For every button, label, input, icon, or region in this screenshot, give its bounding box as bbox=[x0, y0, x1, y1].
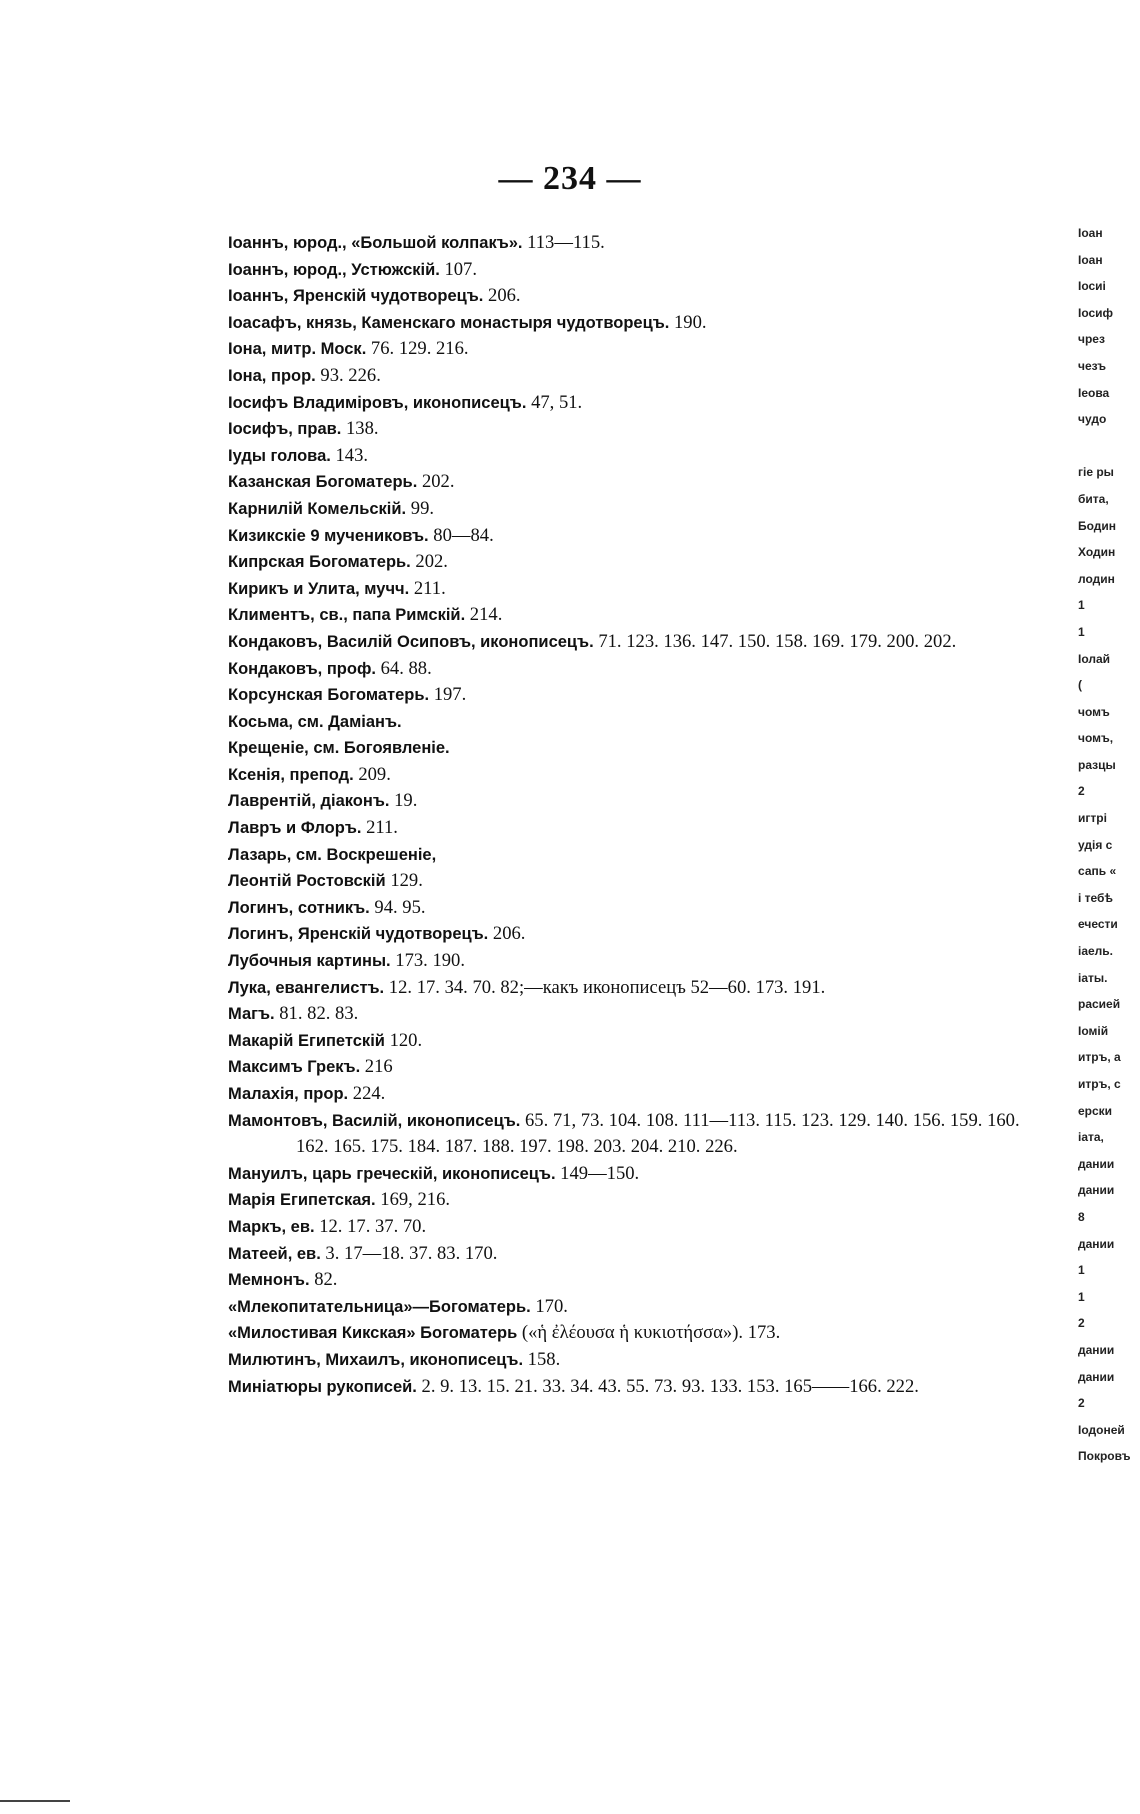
index-entry bbox=[228, 576, 1028, 603]
entry-page-refs: 138. bbox=[341, 418, 379, 440]
index-entry bbox=[228, 1241, 1028, 1268]
entry-page-refs: 206. bbox=[488, 923, 526, 945]
margin-fragment: Іосиі bbox=[1078, 279, 1106, 294]
margin-fragment: бита, bbox=[1078, 491, 1109, 506]
index-entry bbox=[228, 257, 1028, 284]
entry-page-refs: 120. bbox=[384, 1029, 423, 1051]
index-entry bbox=[228, 390, 1028, 417]
index-entry bbox=[228, 336, 1028, 363]
index-entry bbox=[228, 1161, 1028, 1188]
entry-page-refs: 202. bbox=[410, 551, 448, 573]
entry-page-refs: 71. 123. 136. 147. 150. 158. 169. 179. 200. 202. bbox=[593, 630, 957, 652]
entry-heading: Малахія, прор. bbox=[228, 1085, 349, 1103]
entry-page-refs: 107. bbox=[439, 258, 477, 280]
index-entry bbox=[228, 1267, 1028, 1294]
margin-fragment: дании bbox=[1078, 1156, 1115, 1171]
entry-page-refs: 211. bbox=[361, 817, 398, 839]
margin-fragment: і тебѣ bbox=[1078, 890, 1113, 905]
entry-heading: Іосифъ, прав. bbox=[228, 420, 342, 439]
entry-page-refs: 12. 17. 34. 70. 82;—какъ иконописецъ 52—60. 173. 191. bbox=[384, 976, 826, 998]
margin-fragment: Покровъ bbox=[1078, 1449, 1131, 1464]
index-entry bbox=[228, 815, 1028, 842]
entry-page-refs: 169, 216. bbox=[375, 1189, 451, 1211]
index-entry bbox=[228, 709, 1028, 736]
entry-page-refs: 76. 129. 216. bbox=[366, 338, 469, 360]
index-entry bbox=[228, 363, 1028, 390]
index-entry bbox=[228, 1081, 1028, 1108]
page-number: — 234 — bbox=[498, 160, 642, 197]
index-entry bbox=[228, 1294, 1028, 1321]
margin-fragment: Іоан bbox=[1078, 226, 1103, 240]
margin-fragment: Іомій bbox=[1078, 1023, 1109, 1038]
entry-heading: Лука, евангелистъ. bbox=[228, 978, 385, 997]
margin-fragment: чудо bbox=[1078, 412, 1107, 427]
entry-page-refs: 82. bbox=[309, 1269, 338, 1291]
entry-page-refs: 93. 226. bbox=[315, 364, 381, 386]
entry-page-refs: 216 bbox=[360, 1056, 393, 1078]
entry-heading: Максимъ Грекъ. bbox=[228, 1058, 361, 1077]
index-entry bbox=[228, 1028, 1028, 1055]
entry-page-refs: 80—84. bbox=[428, 524, 494, 546]
index-entry bbox=[228, 1108, 1028, 1161]
entry-page-refs: 190. bbox=[669, 311, 707, 333]
entry-page-refs: 149—150. bbox=[555, 1162, 640, 1184]
entry-page-refs: («ἡ ἐλέουσα ἡ κυκιοτήσσα»). 173. bbox=[517, 1322, 781, 1344]
index-entry bbox=[228, 1187, 1028, 1214]
entry-heading: Мамонтовъ, Василій, иконописецъ. bbox=[228, 1111, 521, 1130]
index-entry bbox=[228, 1374, 1028, 1401]
entry-page-refs: 158. bbox=[523, 1348, 561, 1370]
margin-fragment: Бодин bbox=[1078, 518, 1117, 533]
entry-heading: Милютинъ, Михаилъ, иконописецъ. bbox=[228, 1350, 524, 1369]
margin-fragment: Іолай bbox=[1078, 651, 1111, 666]
index-entry bbox=[228, 469, 1028, 496]
entry-page-refs: 12. 17. 37. 70. bbox=[314, 1215, 427, 1237]
entry-page-refs: 64. 88. bbox=[375, 657, 432, 679]
index-entry bbox=[228, 656, 1028, 683]
entry-heading: Макарій Египетскій bbox=[228, 1031, 385, 1050]
entry-page-refs: 224. bbox=[348, 1083, 386, 1104]
margin-fragment: гіе ры bbox=[1078, 465, 1114, 480]
margin-fragment: 1 bbox=[1078, 598, 1085, 613]
index-entry bbox=[228, 523, 1028, 550]
entry-page-refs: 129. bbox=[385, 870, 423, 892]
margin-fragment: игтрі bbox=[1078, 811, 1107, 826]
index-entry bbox=[228, 682, 1028, 709]
index-entry bbox=[228, 948, 1028, 975]
index-entry bbox=[228, 895, 1028, 922]
margin-fragment: удія с bbox=[1078, 837, 1113, 852]
entry-page-refs: 81. 82. 83. bbox=[274, 1003, 359, 1025]
entry-heading: Маркъ, ев. bbox=[228, 1217, 315, 1236]
index-entry bbox=[228, 1054, 1028, 1081]
margin-fragment: 2 bbox=[1078, 1396, 1085, 1411]
margin-fragment: сапь « bbox=[1078, 864, 1117, 879]
entry-heading: Матеей, ев. bbox=[228, 1244, 321, 1263]
index-entry bbox=[228, 762, 1028, 789]
entry-heading: Корсунская Богоматерь. bbox=[228, 686, 430, 705]
index-entry bbox=[228, 1001, 1028, 1028]
entry-heading: Мемнонъ. bbox=[228, 1271, 310, 1290]
index-entry bbox=[228, 629, 1028, 656]
index-entry bbox=[228, 230, 1028, 257]
entry-heading: Казанская Богоматерь. bbox=[228, 473, 418, 492]
entry-heading: Іоаннъ, юрод., Устюжскій. bbox=[228, 260, 440, 279]
margin-fragment: дании bbox=[1078, 1183, 1115, 1198]
margin-fragment: дании bbox=[1078, 1369, 1115, 1384]
entry-heading: Леонтій Ростовскій bbox=[228, 872, 386, 891]
margin-fragment: итръ, с bbox=[1078, 1077, 1121, 1091]
margin-fragment: расией bbox=[1078, 997, 1121, 1012]
margin-fragment: ечести bbox=[1078, 917, 1118, 932]
index-entry bbox=[228, 1320, 1028, 1347]
entry-page-refs: 47, 51. bbox=[526, 391, 583, 413]
entry-heading: Крещеніе, см. Богоявленіе. bbox=[228, 739, 450, 758]
index-entry bbox=[228, 283, 1028, 310]
entry-heading: Іоаннъ, Яренскій чудотворецъ. bbox=[228, 287, 484, 306]
index-entry bbox=[228, 416, 1028, 443]
entry-page-refs: 173. 190. bbox=[390, 950, 465, 972]
index-entry bbox=[228, 549, 1028, 576]
entry-page-refs: 3. 17—18. 37. 83. 170. bbox=[320, 1242, 498, 1264]
margin-fragment: чомъ, bbox=[1078, 731, 1114, 746]
entry-heading: Іосифъ Владиміровъ, иконописецъ. bbox=[228, 393, 527, 412]
entry-heading: Лазарь, см. Воскрешеніе, bbox=[228, 845, 437, 864]
entry-heading: «Милостивая Кикская» Богоматерь bbox=[228, 1324, 518, 1343]
index-entry bbox=[228, 788, 1028, 815]
index-entry bbox=[228, 496, 1028, 523]
entry-heading: Логинъ, сотникъ. bbox=[228, 898, 370, 917]
margin-fragment: итръ, а bbox=[1078, 1050, 1121, 1065]
margin-fragment: Іосиф bbox=[1078, 305, 1114, 320]
entry-heading: Магъ. bbox=[228, 1005, 275, 1024]
margin-fragment: 8 bbox=[1078, 1209, 1085, 1224]
entry-heading: Лавръ и Флоръ. bbox=[228, 819, 362, 838]
margin-fragment: дании bbox=[1078, 1236, 1115, 1251]
entry-heading: Кондаковъ, Василій Осиповъ, иконописецъ. bbox=[228, 632, 594, 651]
margin-fragment: іата, bbox=[1078, 1130, 1104, 1145]
entry-page-refs: 206. bbox=[483, 285, 521, 307]
entry-page-refs: 214. bbox=[465, 604, 503, 626]
entry-page-refs: 2. 9. 13. 15. 21. 33. 34. 43. 55. 73. 93. 133. 153. 165——166. 222. bbox=[416, 1375, 919, 1397]
entry-heading: Марія Египетская. bbox=[228, 1191, 376, 1210]
margin-fragment: чрез bbox=[1078, 332, 1105, 347]
index-entry bbox=[228, 443, 1028, 470]
index-entry bbox=[228, 602, 1028, 629]
margin-fragment: 1 bbox=[1078, 1263, 1085, 1278]
entry-page-refs: 170. bbox=[530, 1295, 568, 1317]
index-entries bbox=[228, 230, 1028, 1400]
entry-page-refs: 143. bbox=[330, 444, 369, 466]
entry-heading: «Млекопитательница»—Богоматерь. bbox=[228, 1297, 531, 1316]
entry-heading: Кипрская Богоматерь. bbox=[228, 553, 411, 572]
margin-fragment bbox=[1078, 433, 1140, 460]
margin-fragment: 1 bbox=[1078, 1289, 1085, 1304]
entry-heading: Косьма, см. Даміанъ. bbox=[228, 712, 402, 731]
entry-heading: Ксенія, препод. bbox=[228, 765, 354, 784]
index-entry bbox=[228, 735, 1028, 762]
margin-fragment: Іеова bbox=[1078, 385, 1110, 400]
entry-heading: Іоаннъ, юрод., «Большой колпакъ». bbox=[228, 234, 523, 252]
margin-fragment: разцы bbox=[1078, 757, 1116, 772]
margin-fragment: лодин bbox=[1078, 571, 1115, 586]
entry-page-refs: 211. bbox=[409, 577, 446, 599]
margin-fragment: чомъ bbox=[1078, 704, 1110, 719]
entry-heading: Логинъ, Яренскій чудотворецъ. bbox=[228, 925, 489, 944]
entry-heading: Мануилъ, царь греческій, иконописецъ. bbox=[228, 1164, 556, 1183]
margin-fragment: Іоан bbox=[1078, 252, 1103, 267]
entry-page-refs: 197. bbox=[429, 684, 467, 706]
entry-page-refs: 113—115. bbox=[522, 232, 605, 253]
entry-heading: Лубочныя картины. bbox=[228, 952, 391, 971]
scan-edge-mark bbox=[0, 1800, 70, 1802]
margin-fragment: ( bbox=[1078, 678, 1082, 693]
index-entry bbox=[228, 310, 1028, 337]
entry-heading: Іоасафъ, князь, Каменскаго монастыря чудотворецъ. bbox=[228, 313, 670, 332]
entry-heading: Іона, митр. Моск. bbox=[228, 340, 367, 359]
margin-fragment: дании bbox=[1078, 1342, 1115, 1357]
margin-fragment: чезъ bbox=[1078, 358, 1107, 373]
index-entry bbox=[228, 842, 1028, 869]
entry-page-refs: 209. bbox=[353, 763, 391, 785]
margin-fragment: Іодоней bbox=[1078, 1422, 1125, 1437]
entry-heading: Кирикъ и Улита, мучч. bbox=[228, 579, 410, 598]
index-entry bbox=[228, 921, 1028, 948]
entry-heading: Миніатюры рукописей. bbox=[228, 1377, 417, 1396]
entry-heading: Лаврентій, діаконъ. bbox=[228, 792, 390, 811]
index-entry bbox=[228, 975, 1028, 1002]
entry-heading: Іуды голова. bbox=[228, 446, 331, 465]
entry-heading: Кондаковъ, проф. bbox=[228, 659, 376, 678]
entry-heading: Климентъ, св., папа Римскій. bbox=[228, 606, 466, 625]
entry-heading: Іона, прор. bbox=[228, 366, 316, 385]
margin-fragment: іаты. bbox=[1078, 970, 1108, 985]
entry-heading: Кизикскіе 9 мучениковъ. bbox=[228, 526, 429, 545]
margin-fragment: 1 bbox=[1078, 624, 1085, 639]
entry-page-refs: 94. 95. bbox=[369, 896, 426, 918]
index-entry bbox=[228, 868, 1028, 895]
entry-page-refs: 202. bbox=[417, 471, 455, 493]
index-entry bbox=[228, 1214, 1028, 1241]
margin-fragment: ерски bbox=[1078, 1103, 1113, 1118]
margin-fragment: Ходин bbox=[1078, 545, 1116, 560]
margin-fragment: 2 bbox=[1078, 784, 1085, 799]
entry-heading: Карнилій Комельскій. bbox=[228, 499, 407, 518]
adjacent-page-edge bbox=[1078, 220, 1140, 1520]
margin-fragment: 2 bbox=[1078, 1316, 1085, 1331]
entry-page-refs: 65. 71, 73. 104. 108. 111—113. 115. 123. 129. 140. 156. 159. 160. 162. 165. 175. 184. 187. 188. 197. 198. 203. 204. 210. 226. bbox=[296, 1109, 1020, 1158]
entry-page-refs: 99. bbox=[406, 497, 435, 519]
margin-fragment: іаель. bbox=[1078, 944, 1114, 959]
entry-page-refs: 19. bbox=[389, 790, 418, 812]
index-entry bbox=[228, 1347, 1028, 1374]
